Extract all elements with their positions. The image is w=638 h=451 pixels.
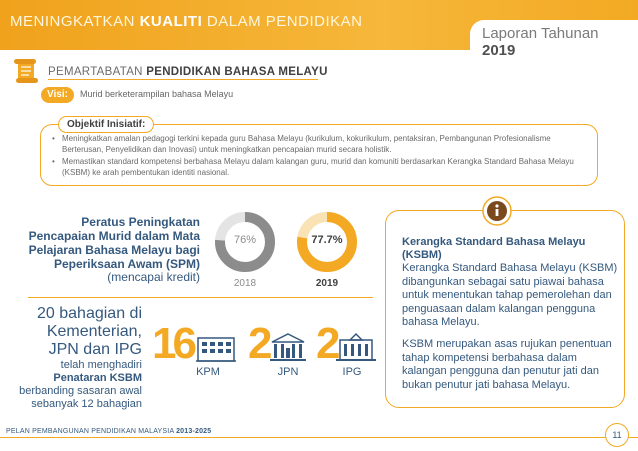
stat-kpm-number: 16 bbox=[152, 319, 193, 368]
ksbm-paragraph-1: Kerangka Standard Bahasa Melayu (KSBM) dibangunkan sebagai satu piawai bahasa untuk menentukan tahap pemerolehan dan penguasaan dalam kalangan pengguna bahasa Melayu. bbox=[402, 262, 618, 328]
donut-2019-year: 2019 bbox=[315, 278, 339, 289]
summary-line: telah menghadiri bbox=[60, 359, 142, 371]
stat-ipg-number: 2 bbox=[316, 319, 337, 368]
scroll-icon bbox=[12, 58, 40, 84]
donut-2018-value: 76% bbox=[233, 234, 257, 246]
summary-line: berbanding sasaran awal bbox=[19, 385, 142, 397]
objectives-list bbox=[52, 133, 592, 179]
donut-2019-value: 77.7% bbox=[311, 234, 343, 246]
divider-line bbox=[28, 297, 373, 298]
stat-jpn-label: JPN bbox=[277, 366, 299, 378]
ksbm-paragraph-2: KSBM merupakan asas rujukan penentuan tahap kompetensi berbahasa dalam kalangan pengguna dan penutur jati dan bukan penutur jati bahasa Melayu. bbox=[402, 338, 612, 391]
government-building-icon bbox=[268, 332, 308, 362]
objective-item: • Meningkatkan amalan pedagogi terkini kepada guru Bahasa Melayu (kurikulum, kokurikulum, pentaksiran, Pembangunan Profesionalisme Berterusan, Penyelidikan dan Inovasi) untuk meningkatkan pencapaian murid secara holistik. bbox=[52, 133, 592, 155]
stat-jpn-number: 2 bbox=[248, 319, 269, 368]
percentage-heading: Peratus Peningkatan Pencapaian Murid dalam Mata Pelajaran Bahasa Melayu bagi Peperiksaan Awam (SPM) bbox=[28, 215, 200, 271]
summary-line: Penataran KSBM bbox=[53, 372, 142, 384]
donut-2018-year: 2018 bbox=[233, 278, 257, 289]
summary-line: Kementerian, bbox=[46, 323, 142, 340]
office-building-icon bbox=[196, 332, 236, 362]
summary-line: sebanyak 12 bahagian bbox=[31, 398, 142, 410]
ksbm-title: Kerangka Standard Bahasa Melayu (KSBM) bbox=[402, 236, 586, 261]
page-number: 11 bbox=[605, 423, 629, 447]
objectives-label: Objektif Inisiatif: bbox=[58, 116, 154, 133]
footer-rule bbox=[0, 437, 638, 438]
summary-line: 20 bahagian di bbox=[37, 305, 142, 322]
footer-text: PELAN PEMBANGUNAN PENDIDIKAN MALAYSIA 2013-2025 bbox=[6, 428, 215, 435]
report-title: Laporan Tahunan 2019 bbox=[470, 20, 638, 50]
attendance-summary bbox=[4, 305, 142, 411]
header-title: MENINGKATKAN KUALITI DALAM PENDIDIKAN bbox=[10, 13, 363, 30]
info-icon bbox=[482, 196, 512, 226]
stat-kpm-label: KPM bbox=[196, 366, 220, 378]
visi-text: Murid berketerampilan bahasa Melayu bbox=[80, 89, 234, 99]
stat-ipg-label: IPG bbox=[342, 366, 362, 378]
objective-item: • Memastikan standard kompetensi berbahasa Melayu dalam kalangan guru, murid dan komuniti berdasarkan Kerangka Standard Bahasa Melayu (KSBM) ke arah pembentukan identiti nasional. bbox=[52, 156, 592, 178]
summary-line: JPN dan IPG bbox=[48, 341, 142, 358]
section-title: PEMARTABATAN PENDIDIKAN BAHASA MELAYU bbox=[48, 66, 328, 78]
percentage-subheading: (mencapai kredit) bbox=[107, 270, 200, 284]
section-divider bbox=[48, 79, 318, 80]
header-bar bbox=[0, 0, 638, 59]
institute-building-icon bbox=[336, 332, 376, 362]
visi-badge: Visi: bbox=[41, 87, 74, 103]
